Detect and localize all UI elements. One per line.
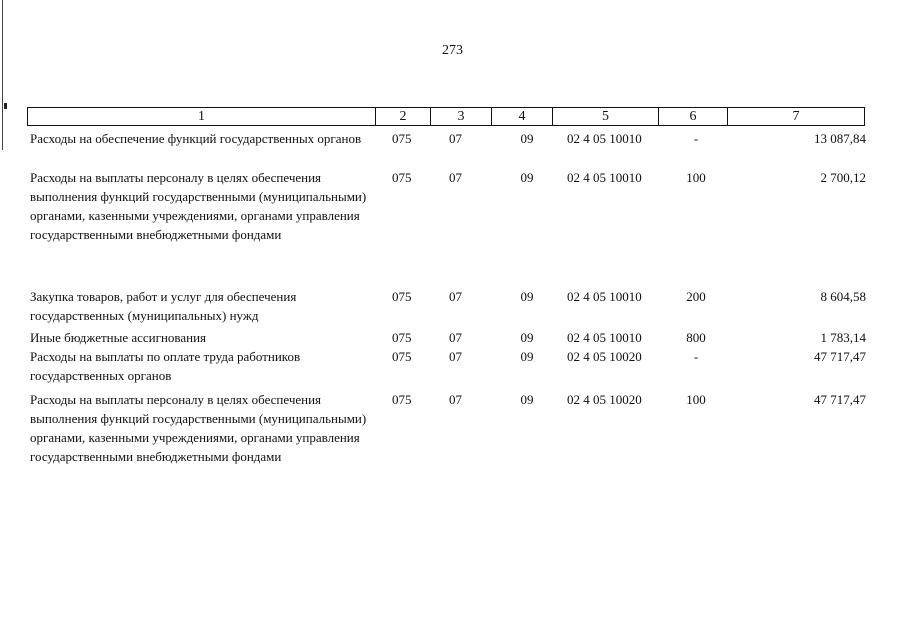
column-header-5: 5: [553, 108, 659, 125]
row-section: 07: [449, 392, 462, 407]
row-subsection: 09: [520, 330, 534, 345]
table-header: [27, 107, 865, 126]
row-name: Закупка товаров, работ и услуг для обеспечения государственных (муниципальных) нужд: [30, 289, 297, 323]
page-number: 273: [442, 43, 463, 58]
row-expense-type: -: [693, 349, 699, 364]
row-subsection: 09: [520, 131, 534, 146]
row-target-code: 02 4 05 10010: [567, 131, 642, 146]
row-subsection: 09: [520, 170, 534, 185]
row-expense-type: -: [693, 131, 699, 146]
column-header-1: 1: [28, 108, 376, 125]
row-target-code: 02 4 05 10010: [567, 170, 642, 185]
column-header-3: 3: [431, 108, 492, 125]
page-edge-mark: [4, 103, 7, 109]
row-amount: 13 087,84: [814, 131, 866, 146]
column-header-7: 7: [792, 109, 800, 124]
row-target-code: 02 4 05 10020: [567, 349, 642, 364]
row-target-code: 02 4 05 10010: [567, 289, 642, 304]
page-edge-line: [2, 0, 3, 150]
row-subsection: 09: [520, 289, 534, 304]
row-amount: 2 700,12: [820, 170, 866, 185]
row-code-admin: 075: [392, 131, 412, 146]
row-expense-type: 100: [686, 170, 706, 185]
row-name: Иные бюджетные ассигнования: [30, 330, 207, 345]
row-section: 07: [449, 289, 462, 304]
row-code-admin: 075: [392, 392, 412, 407]
row-expense-type: 100: [686, 392, 706, 407]
row-section: 07: [449, 170, 462, 185]
table-row: [27, 168, 867, 242]
row-code-admin: 075: [392, 170, 412, 185]
row-section: 07: [449, 330, 462, 345]
row-amount: 47 717,47: [814, 349, 866, 364]
row-expense-type: 800: [686, 330, 706, 345]
row-amount: 8 604,58: [820, 289, 866, 304]
table-row: [27, 347, 867, 383]
row-target-code: 02 4 05 10010: [567, 330, 642, 345]
table-row: [27, 328, 867, 348]
row-target-code: 02 4 05 10020: [567, 392, 642, 407]
column-header-2: 2: [376, 108, 431, 125]
row-code-admin: 075: [392, 289, 412, 304]
row-name: Расходы на обеспечение функций государственных органов: [30, 131, 362, 146]
row-name: Расходы на выплаты персоналу в целях обеспечения выполнения функций государственными (муниципальными) органами, казенными учреждениями, органами управления государственными внебюджетными фондами: [30, 170, 367, 242]
row-code-admin: 075: [392, 330, 412, 345]
row-subsection: 09: [520, 392, 534, 407]
row-section: 07: [449, 131, 462, 146]
row-expense-type: 200: [686, 289, 706, 304]
row-subsection: 09: [520, 349, 534, 364]
column-header-6: 6: [659, 108, 728, 125]
row-section: 07: [449, 349, 462, 364]
column-header-4: 4: [492, 108, 553, 125]
row-amount: 47 717,47: [814, 392, 866, 407]
table-row: [27, 287, 867, 323]
table-row: [27, 129, 867, 149]
row-name: Расходы на выплаты по оплате труда работников государственных органов: [30, 349, 301, 383]
row-name: Расходы на выплаты персоналу в целях обеспечения выполнения функций государственными (муниципальными) органами, казенными учреждениями, органами управления государственными внебюджетными фондами: [30, 392, 367, 464]
table-row: [27, 390, 867, 464]
row-amount: 1 783,14: [820, 330, 866, 345]
row-code-admin: 075: [392, 349, 412, 364]
